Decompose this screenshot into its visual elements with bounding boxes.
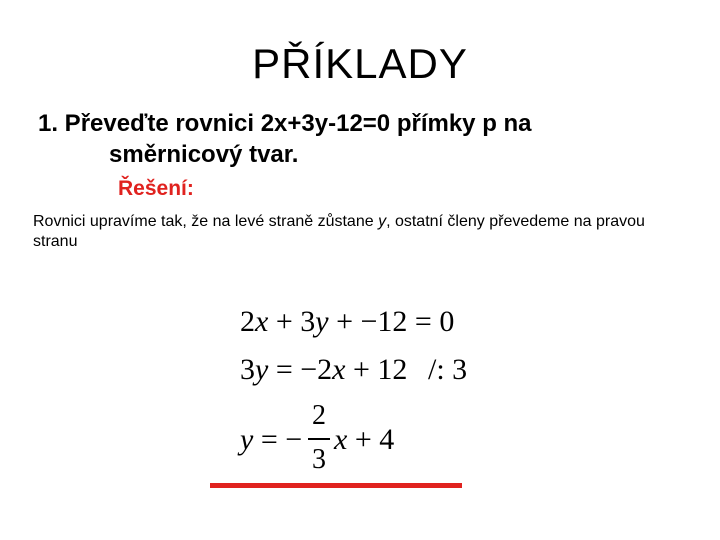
eq3-numerator: 2 [312,400,326,431]
task-line-2: směrnicový tvar. [109,141,299,168]
eq3-var-x: x [334,423,348,456]
eq1-coef-b: + 3 [268,305,316,338]
equation-3-right [334,423,394,457]
eq2-var-x: x [332,353,346,386]
equation-2 [240,353,407,387]
eq1-coef-a: 2 [240,305,255,338]
eq2-division-note: /: 3 [428,353,468,386]
equation-3-left [240,423,302,457]
page-title: PŘÍKLADY [252,40,468,87]
description-text-after: , ostatní členy převedeme na pravou stranu [33,213,645,250]
eq3-fraction-bar [308,438,330,440]
result-underline [210,483,462,488]
description-variable: y [378,213,387,230]
solution-description [33,212,693,252]
eq2-coef-a: 3 [240,353,255,386]
eq1-rest: + −12 = 0 [328,305,455,338]
eq3-rest: + 4 [347,423,395,456]
eq3-denominator: 3 [312,444,326,475]
eq1-var-x: x [255,305,269,338]
eq3-var-y: y [240,423,254,456]
task-statement [38,108,678,170]
eq2-coef-b: = −2 [268,353,333,386]
eq2-rest: + 12 [345,353,408,386]
eq3-sign: = − [253,423,303,456]
eq2-var-y: y [255,353,269,386]
equation-1 [240,305,454,339]
task-line-1: 1. Převeďte rovnici 2x+3y-12=0 přímky p na [38,110,532,137]
eq1-var-y: y [315,305,329,338]
description-text-before: Rovnici upravíme tak, že na levé straně zůstane [33,213,379,230]
solution-label: Řešení: [118,177,194,200]
